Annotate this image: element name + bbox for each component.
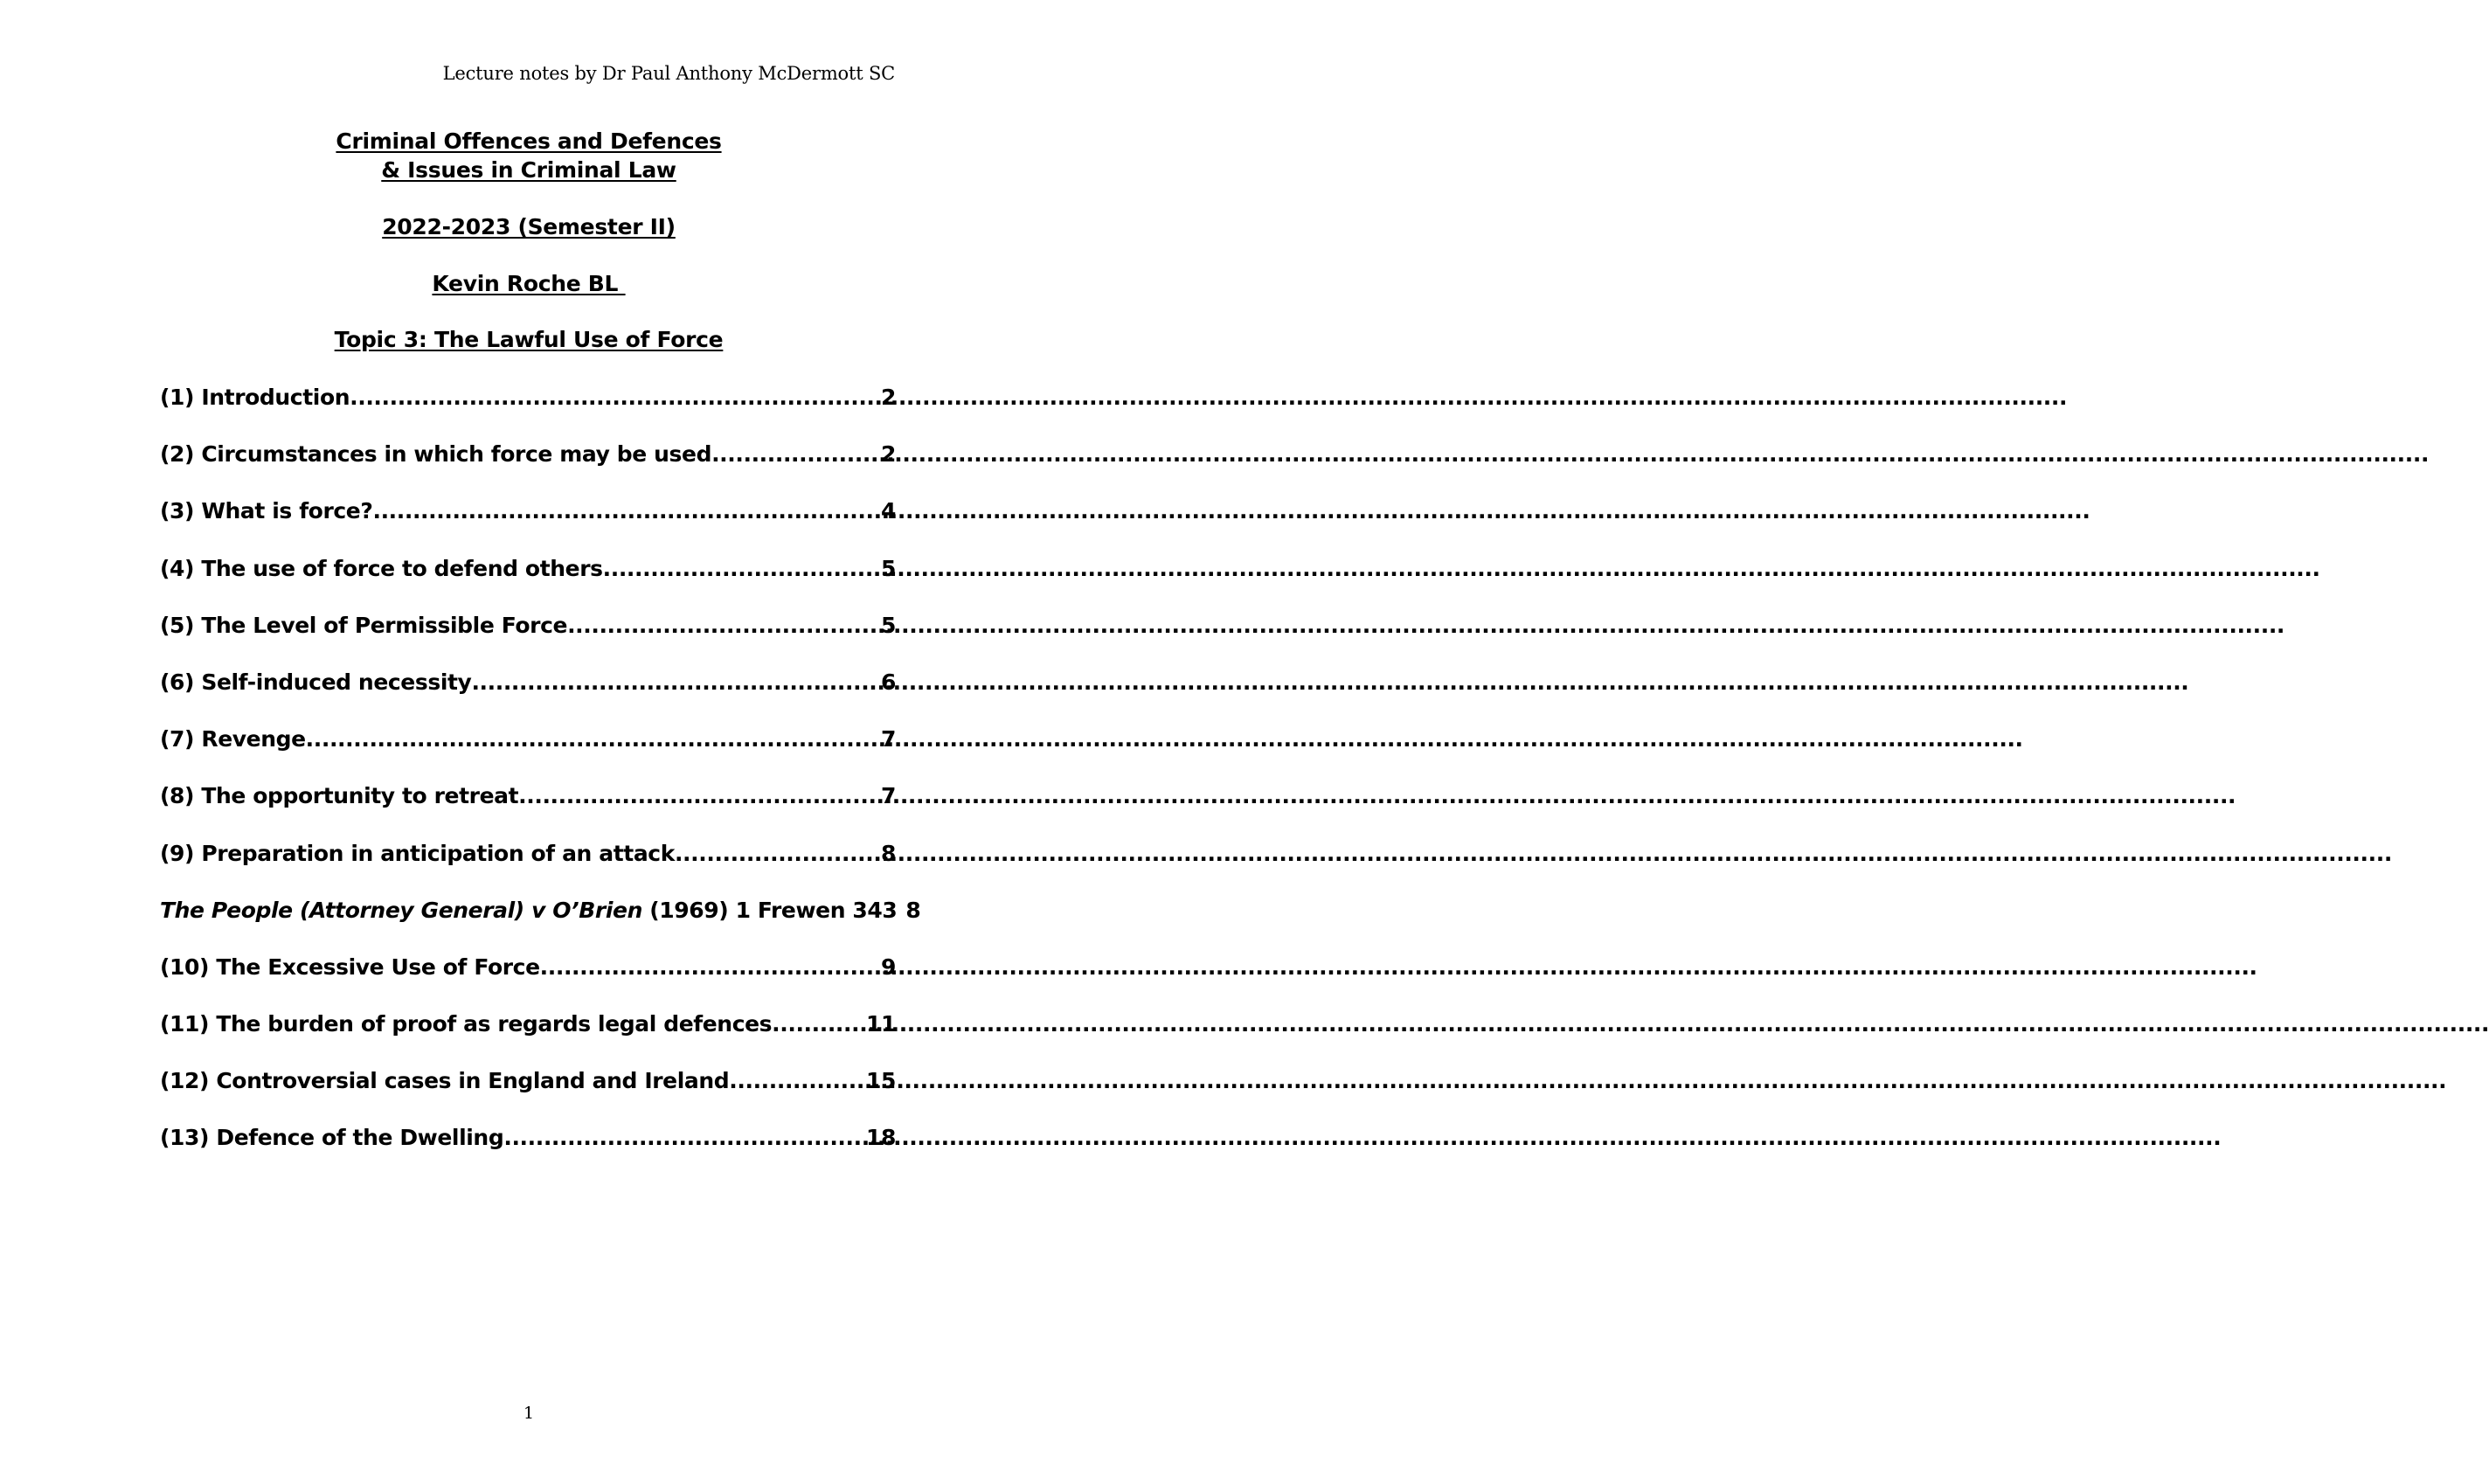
case-citation: (1969) 1 Frewen 343 — [641, 897, 898, 923]
topic-title: Topic 3: The Lawful Use of Force — [334, 327, 724, 352]
toc-entry-page: 8 — [881, 840, 896, 866]
toc-leader-dots — [372, 498, 881, 524]
toc-entry-case[interactable] — [160, 897, 921, 954]
toc-entry-page: 15 — [866, 1068, 896, 1094]
toc-entry-page: 2 — [881, 441, 896, 468]
toc-entry-page: 8 — [905, 897, 921, 923]
toc-entry-page: 11 — [866, 1011, 896, 1037]
toc-leader-dots — [567, 613, 881, 638]
toc-entry-page: 7 — [881, 726, 896, 752]
toc-leader-dots — [471, 669, 881, 695]
toc-entry[interactable] — [160, 556, 896, 613]
lecture-notes-header: Lecture notes by Dr Paul Anthony McDermott SC — [442, 63, 895, 84]
toc-entry[interactable] — [160, 841, 896, 898]
toc-entry-label: (2) Circumstances in which force may be used — [160, 441, 712, 468]
toc-entry-page: 4 — [881, 498, 896, 524]
toc-leader-dots — [711, 441, 881, 467]
toc-entry-page: 18 — [866, 1125, 896, 1151]
toc-entry[interactable] — [160, 954, 896, 1011]
course-title-line-2: & Issues in Criminal Law — [381, 157, 676, 183]
toc-entry[interactable] — [160, 385, 896, 441]
toc-entry[interactable] — [160, 783, 896, 840]
toc-leader-dots — [729, 1068, 866, 1093]
course-author: Kevin Roche BL — [432, 271, 626, 296]
toc-entry-page: 6 — [881, 669, 896, 695]
course-term: 2022-2023 (Semester II) — [382, 214, 676, 239]
toc-entry[interactable] — [160, 1068, 896, 1125]
toc-leader-dots — [350, 385, 881, 410]
case-name: The People (Attorney General) v O’Brien — [160, 897, 642, 923]
toc-entry[interactable] — [160, 669, 896, 726]
toc-entry-label: (3) What is force? — [160, 498, 373, 524]
toc-entry-label: (6) Self-induced necessity — [160, 669, 472, 695]
toc-entry-label: (4) The use of force to defend others — [160, 555, 603, 581]
toc-entry-page: 2 — [881, 385, 896, 410]
toc-leader-dots — [675, 841, 881, 866]
toc-entry-label: (1) Introduction — [160, 385, 350, 410]
toc-leader-dots — [503, 1125, 866, 1150]
toc-leader-dots — [540, 954, 881, 980]
document-page — [0, 0, 1049, 1484]
course-title-line-1: Criminal Offences and Defences — [336, 128, 722, 154]
toc-entry-label: (12) Controversial cases in England and Ireland — [160, 1068, 730, 1094]
toc-entry-page: 5 — [881, 612, 896, 638]
toc-leader-dots — [603, 556, 881, 581]
toc-leader-dots — [518, 783, 881, 808]
toc-entry-label: (9) Preparation in anticipation of an attack — [160, 840, 675, 866]
toc-entry[interactable] — [160, 613, 896, 669]
toc-entry-page: 9 — [881, 954, 896, 980]
toc-leader-dots — [306, 726, 881, 752]
toc-leader-dots — [772, 1011, 866, 1037]
table-of-contents — [160, 385, 921, 1182]
toc-entry-label: (13) Defence of the Dwelling — [160, 1125, 504, 1151]
toc-entry-label — [160, 898, 897, 923]
toc-entry-label: (8) The opportunity to retreat — [160, 783, 519, 809]
toc-entry-label: (7) Revenge — [160, 726, 306, 752]
toc-entry-label: (5) The Level of Permissible Force — [160, 612, 568, 638]
toc-entry[interactable] — [160, 1125, 896, 1182]
toc-entry[interactable] — [160, 726, 896, 783]
toc-entry[interactable] — [160, 1011, 896, 1068]
toc-entry-page: 5 — [881, 555, 896, 581]
toc-entry-label: (10) The Excessive Use of Force — [160, 954, 540, 980]
toc-entry[interactable] — [160, 498, 896, 555]
page-number: 1 — [523, 1404, 535, 1423]
toc-entry-label: (11) The burden of proof as regards legal defences — [160, 1011, 773, 1037]
toc-entry-page: 7 — [881, 783, 896, 809]
toc-entry[interactable] — [160, 441, 896, 498]
